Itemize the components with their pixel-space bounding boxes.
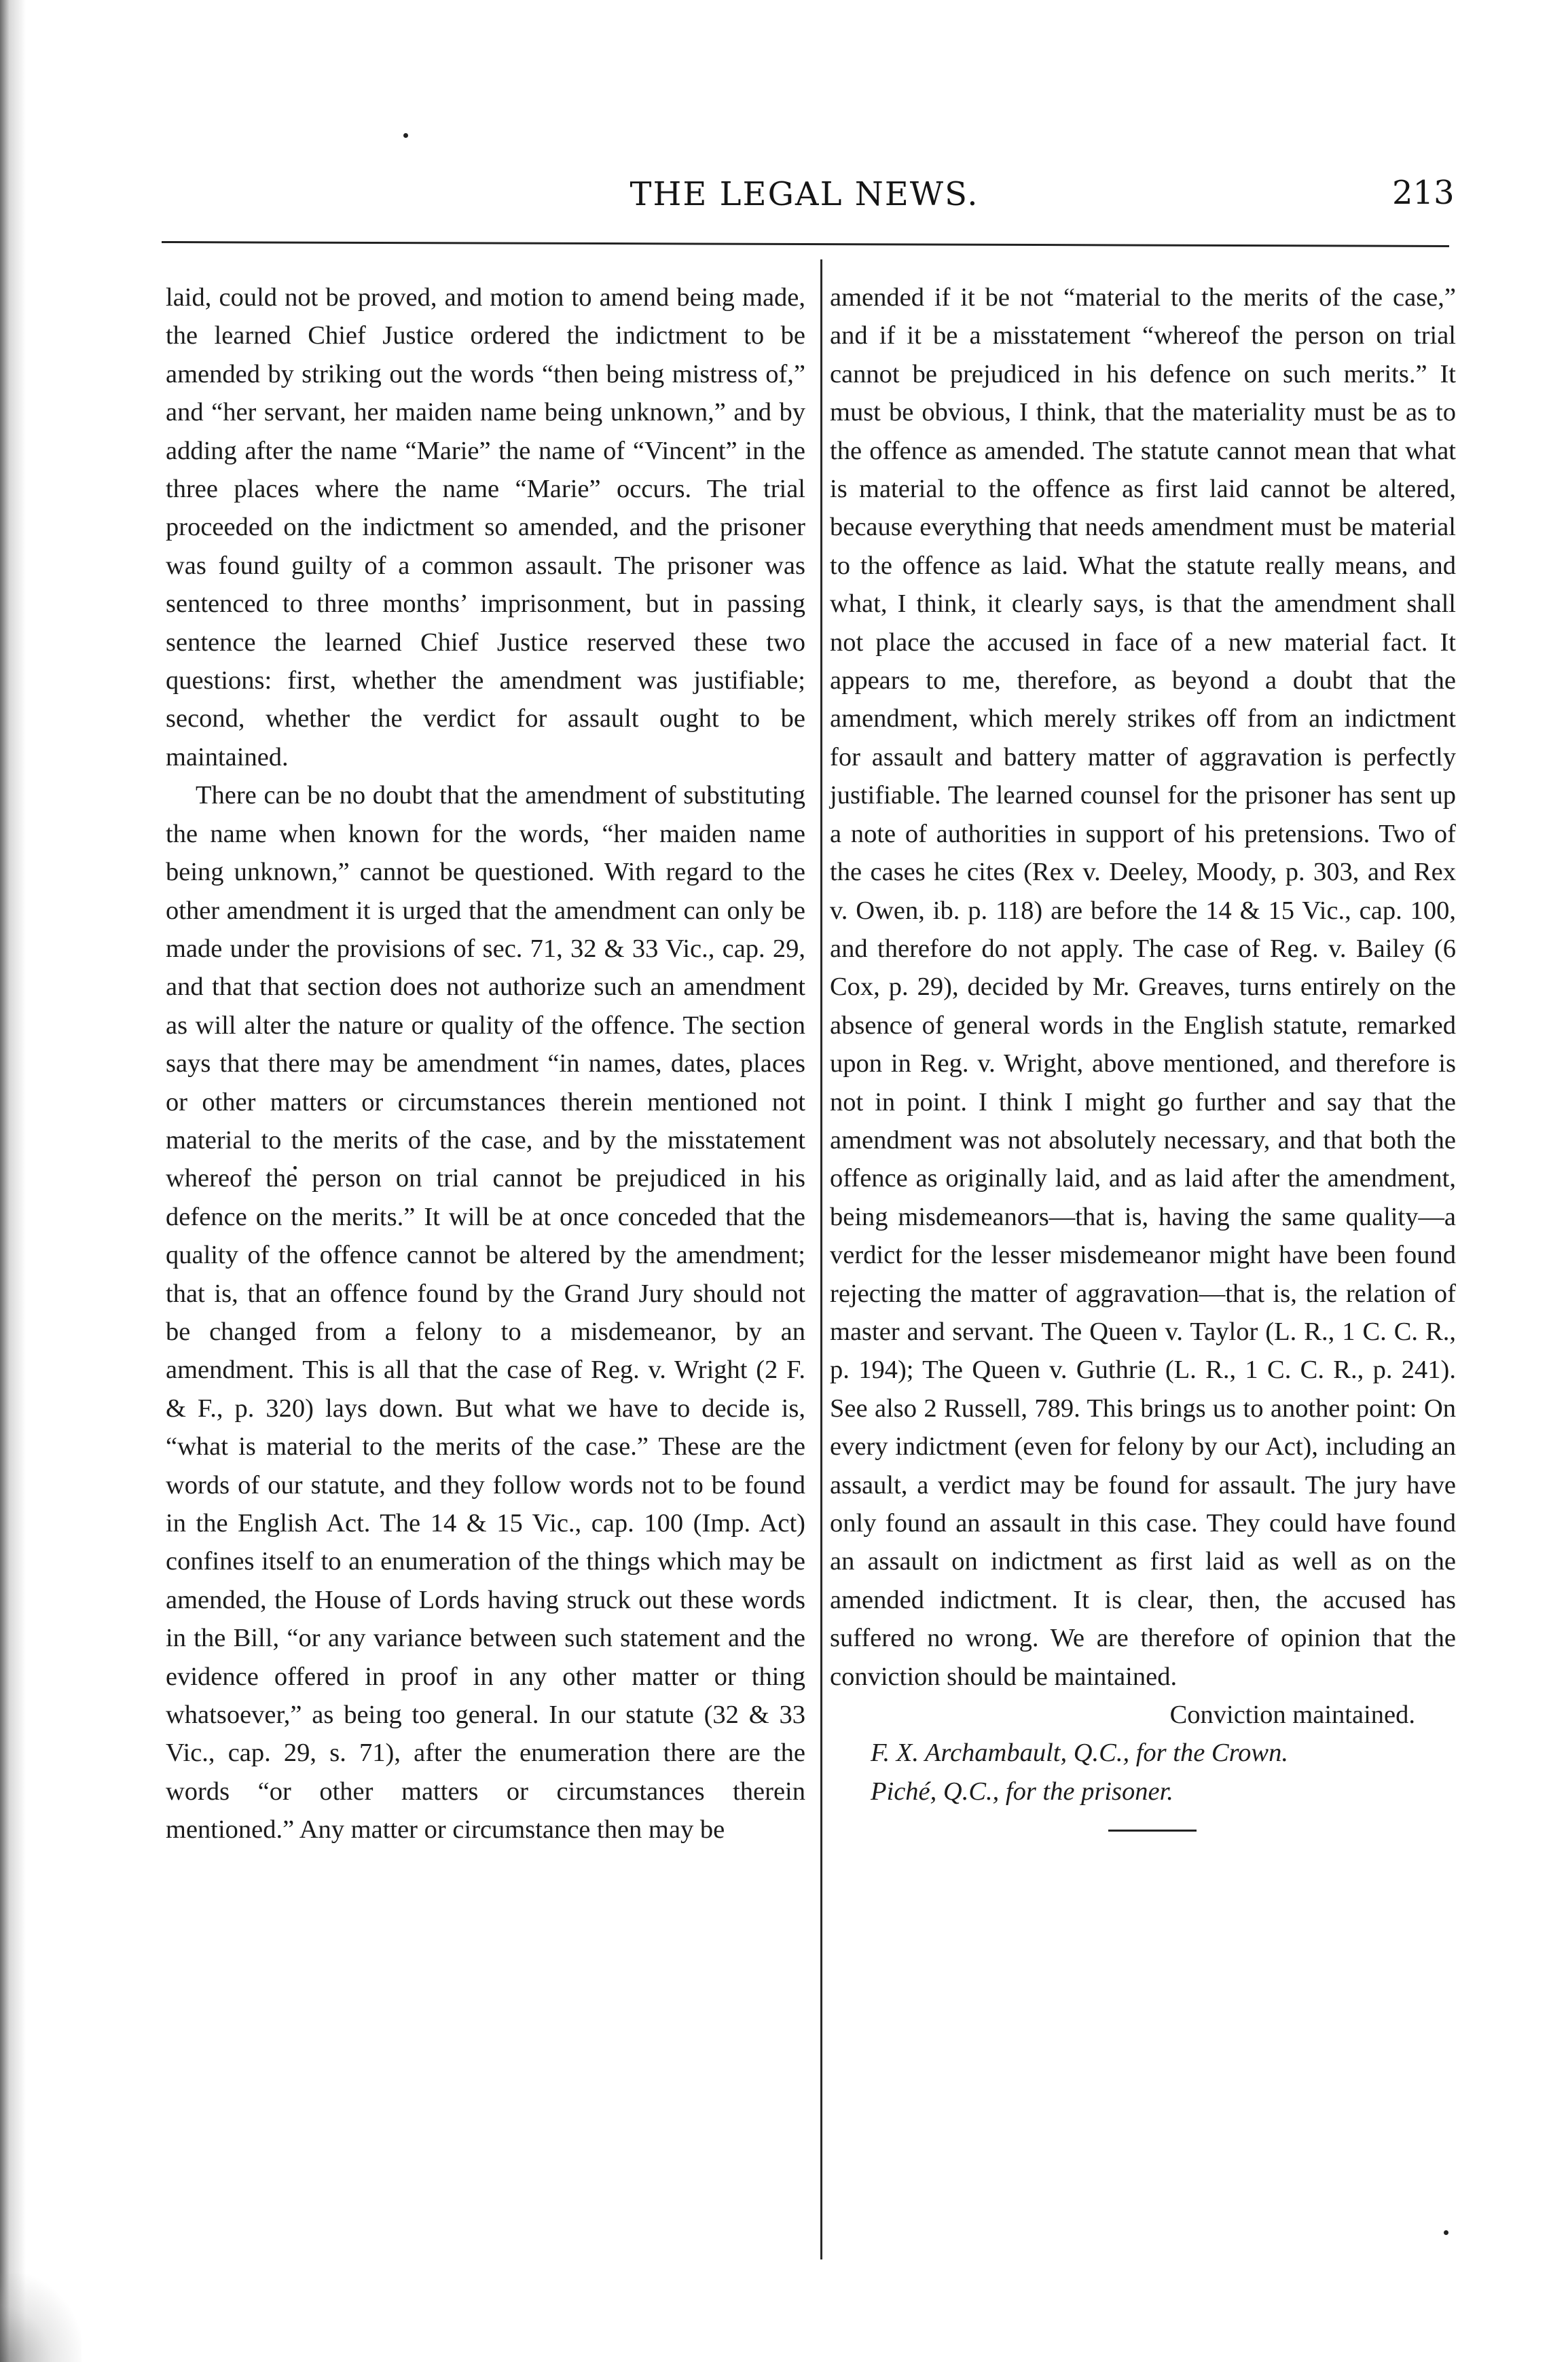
ink-speck [403,133,408,138]
header-rule [162,241,1449,247]
paragraph: laid, could not be proved, and motion to amend being made, the learned Chief Justice ordered the indictment to be amended by striking out the words “then being mistress of,” and “her servant, her maiden name being unknown,” and by adding after the name “Marie” the name of “Vincent” in the three places where the name “Marie” occurs. The trial proceeded on the indictment so amended, and the prisoner was found guilty of a common assault. The prisoner was sentenced to three months’ imprisonment, but in passing sentence the learned Chief Justice reserved these two questions: first, whether the amendment was justifiable; second, whether the verdict for assault ought to be maintained. [166,283,805,771]
ink-speck [1444,2230,1448,2235]
page-binding-shadow [0,0,26,2362]
end-rule [1108,1830,1197,1832]
page-number: 213 [1392,174,1455,212]
running-title: THE LEGAL NEWS. [630,175,979,213]
right-column [830,278,1456,1832]
paragraph: There can be no doubt that the amendment of substituting the name when known for the words, “her maiden name being unknown,” cannot be questioned. With regard to the other amendment it is urged that the amendment can only be made under the provisions of sec. 71, 32 & 33 Vic., cap. 29, and that that section does not authorize such an amendment as will alter the nature or quality of the offence. The section says that there may be amendment “in names, dates, places or other matters or circumstances therein mentioned not material to the merits of the case, and by the misstatement whereof the person on trial cannot be prejudiced in his defence on the merits.” It will be at once conceded that the quality of the offence cannot be altered by the amendment; that is, that an offence found by the Grand Jury should not be changed from a felony to a misdemeanor, by an amendment. This is all that the case of Reg. v. Wright (2 F. & F., p. 320) lays down. But what we have to decide is, “what is material to the merits of the case.” These are the words of our statute, and they follow words not to be found in the English Act. The 14 & 15 Vic., cap. 100 (Imp. Act) confines itself to an enumeration of the things which may be amended, the House of Lords having struck out these words in the Bill, “or any variance between such statement and the evidence offered in proof in any other matter or thing whatsoever,” as being too general. In our statute (32 & 33 Vic., cap. 29, s. 71), after the enumeration there are the words “or other matters or circumstances therein mentioned.” Any matter or circumstance then may be [166,781,805,1845]
left-column [166,278,805,1849]
decision-outcome: Conviction maintained. [1169,1701,1415,1730]
decision-footer [830,1696,1456,1832]
counsel-crown-text: F. X. Archambault, Q.C., for the Crown. [871,1739,1288,1768]
counsel-prisoner [830,1773,1456,1811]
column-divider [820,259,822,2259]
counsel-prisoner-text: Piché, Q.C., for the prisoner. [871,1777,1173,1806]
paragraph: amended if it be not “material to the merits of the case,” and if it be a misstatement “whereof the person on trial cannot be prejudiced in his defence on such merits.” It must be obvious, I think, that the materiality must be as to the offence as amended. The statute cannot mean that what is material to the offence as first laid cannot be altered, because everything that needs amendment must be material to the offence as laid. What the statute really means, and what, I think, it clearly says, is that the amendment shall not place the accused in face of a new material fact. It appears to me, therefore, as beyond a doubt that the amendment, which merely strikes off from an indictment for assault and battery matter of aggravation is perfectly justifiable. The learned counsel for the prisoner has sent up a note of authorities in support of his pretensions. Two of the cases he cites (Rex v. Deeley, Moody, p. 303, and Rex v. Owen, ib. p. 118) are before the 14 & 15 Vic., cap. 100, and therefore do not apply. The case of Reg. v. Bailey (6 Cox, p. 29), decided by Mr. Greaves, turns entirely on the absence of general words in the English statute, remarked upon in Reg. v. Wright, above mentioned, and therefore is not in point. I think I might go further and say that the amendment was not absolutely necessary, and that both the offence as originally laid, and as laid after the amendment, being misdemeanors—that is, having the same quality—a verdict for the lesser misdemeanor might have been found rejecting the matter of aggravation—that is, the relation of master and servant. The Queen v. Taylor (L. R., 1 C. C. R., p. 194); The Queen v. Guthrie (L. R., 1 C. C. R., p. 241). See also 2 Russell, 789. This brings us to another point: On every indictment (even for felony by our Act), including an assault, a verdict may be found for assault. The jury have only found an assault in this case. They could have found an assault on indictment as first laid as well as on the amended indictment. It is clear, then, the accused has suffered no wrong. We are therefore of opinion that the conviction should be maintained. [830,283,1456,1691]
counsel-crown [830,1734,1456,1772]
page-corner-smudge [0,2274,81,2362]
